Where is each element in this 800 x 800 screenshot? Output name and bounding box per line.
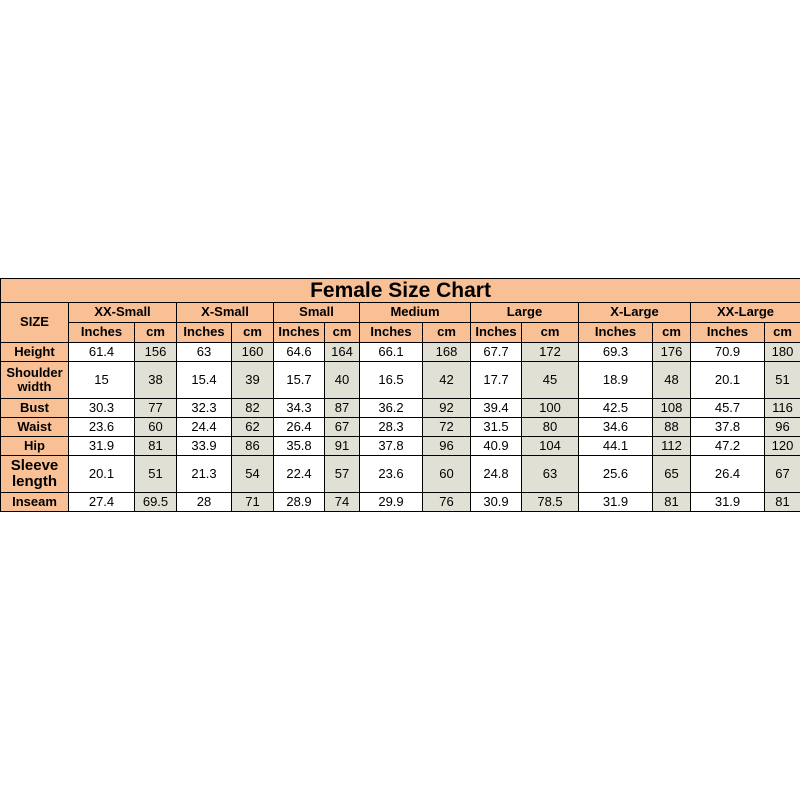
unit-inches-header: Inches	[177, 323, 232, 343]
inches-value-cell: 63	[177, 343, 232, 362]
size-column-header: XX-Small	[69, 303, 177, 323]
table-row	[1, 493, 800, 512]
cm-value-cell: 116	[765, 399, 800, 418]
inches-value-cell: 34.6	[579, 418, 653, 437]
cm-value-cell: 81	[765, 493, 800, 512]
inches-value-cell: 16.5	[360, 362, 423, 399]
inches-value-cell: 39.4	[471, 399, 522, 418]
cm-value-cell: 72	[423, 418, 471, 437]
inches-value-cell: 29.9	[360, 493, 423, 512]
cm-value-cell: 45	[522, 362, 579, 399]
cm-value-cell: 80	[522, 418, 579, 437]
cm-value-cell: 60	[423, 456, 471, 493]
inches-value-cell: 25.6	[579, 456, 653, 493]
cm-value-cell: 54	[232, 456, 274, 493]
inches-value-cell: 20.1	[69, 456, 135, 493]
unit-cm-header: cm	[522, 323, 579, 343]
cm-value-cell: 156	[135, 343, 177, 362]
inches-value-cell: 26.4	[691, 456, 765, 493]
table-row	[1, 343, 800, 362]
cm-value-cell: 39	[232, 362, 274, 399]
inches-value-cell: 31.9	[69, 437, 135, 456]
size-header: SIZE	[1, 303, 69, 343]
inches-value-cell: 34.3	[274, 399, 325, 418]
inches-value-cell: 37.8	[360, 437, 423, 456]
cm-value-cell: 81	[653, 493, 691, 512]
row-label: Waist	[1, 418, 69, 437]
inches-value-cell: 21.3	[177, 456, 232, 493]
cm-value-cell: 87	[325, 399, 360, 418]
cm-value-cell: 120	[765, 437, 800, 456]
inches-value-cell: 24.8	[471, 456, 522, 493]
inches-value-cell: 18.9	[579, 362, 653, 399]
inches-value-cell: 20.1	[691, 362, 765, 399]
cm-value-cell: 88	[653, 418, 691, 437]
cm-value-cell: 48	[653, 362, 691, 399]
cm-value-cell: 67	[765, 456, 800, 493]
cm-value-cell: 104	[522, 437, 579, 456]
cm-value-cell: 100	[522, 399, 579, 418]
cm-value-cell: 160	[232, 343, 274, 362]
cm-value-cell: 63	[522, 456, 579, 493]
cm-value-cell: 92	[423, 399, 471, 418]
row-label: Hip	[1, 437, 69, 456]
inches-value-cell: 66.1	[360, 343, 423, 362]
cm-value-cell: 91	[325, 437, 360, 456]
inches-value-cell: 33.9	[177, 437, 232, 456]
unit-cm-header: cm	[653, 323, 691, 343]
unit-inches-header: Inches	[579, 323, 653, 343]
inches-value-cell: 30.9	[471, 493, 522, 512]
cm-value-cell: 76	[423, 493, 471, 512]
size-column-header: X-Large	[579, 303, 691, 323]
inches-value-cell: 28.3	[360, 418, 423, 437]
cm-value-cell: 69.5	[135, 493, 177, 512]
cm-value-cell: 180	[765, 343, 800, 362]
inches-value-cell: 27.4	[69, 493, 135, 512]
cm-value-cell: 71	[232, 493, 274, 512]
table-row	[1, 399, 800, 418]
cm-value-cell: 112	[653, 437, 691, 456]
size-chart-table	[0, 278, 800, 512]
inches-value-cell: 22.4	[274, 456, 325, 493]
inches-value-cell: 70.9	[691, 343, 765, 362]
cm-value-cell: 81	[135, 437, 177, 456]
inches-value-cell: 45.7	[691, 399, 765, 418]
row-label: Sleeve length	[1, 456, 69, 493]
size-column-header: X-Small	[177, 303, 274, 323]
cm-value-cell: 86	[232, 437, 274, 456]
cm-value-cell: 51	[135, 456, 177, 493]
cm-value-cell: 108	[653, 399, 691, 418]
inches-value-cell: 28.9	[274, 493, 325, 512]
inches-value-cell: 15.4	[177, 362, 232, 399]
row-label: Height	[1, 343, 69, 362]
cm-value-cell: 96	[765, 418, 800, 437]
inches-value-cell: 15	[69, 362, 135, 399]
cm-value-cell: 82	[232, 399, 274, 418]
inches-value-cell: 42.5	[579, 399, 653, 418]
row-label: Shoulder width	[1, 362, 69, 399]
unit-inches-header: Inches	[69, 323, 135, 343]
inches-value-cell: 30.3	[69, 399, 135, 418]
inches-value-cell: 23.6	[360, 456, 423, 493]
size-column-header: Large	[471, 303, 579, 323]
cm-value-cell: 42	[423, 362, 471, 399]
size-column-header: Small	[274, 303, 360, 323]
inches-value-cell: 40.9	[471, 437, 522, 456]
cm-value-cell: 38	[135, 362, 177, 399]
cm-value-cell: 96	[423, 437, 471, 456]
inches-value-cell: 24.4	[177, 418, 232, 437]
inches-value-cell: 31.5	[471, 418, 522, 437]
table-row	[1, 437, 800, 456]
chart-title: Female Size Chart	[1, 279, 800, 303]
inches-value-cell: 32.3	[177, 399, 232, 418]
cm-value-cell: 60	[135, 418, 177, 437]
inches-value-cell: 69.3	[579, 343, 653, 362]
unit-cm-header: cm	[423, 323, 471, 343]
cm-value-cell: 164	[325, 343, 360, 362]
cm-value-cell: 176	[653, 343, 691, 362]
row-label: Bust	[1, 399, 69, 418]
cm-value-cell: 168	[423, 343, 471, 362]
unit-inches-header: Inches	[274, 323, 325, 343]
inches-value-cell: 47.2	[691, 437, 765, 456]
inches-value-cell: 64.6	[274, 343, 325, 362]
table-row	[1, 418, 800, 437]
inches-value-cell: 35.8	[274, 437, 325, 456]
cm-value-cell: 67	[325, 418, 360, 437]
cm-value-cell: 51	[765, 362, 800, 399]
cm-value-cell: 172	[522, 343, 579, 362]
unit-cm-header: cm	[325, 323, 360, 343]
inches-value-cell: 31.9	[691, 493, 765, 512]
cm-value-cell: 57	[325, 456, 360, 493]
unit-cm-header: cm	[135, 323, 177, 343]
inches-value-cell: 17.7	[471, 362, 522, 399]
inches-value-cell: 28	[177, 493, 232, 512]
inches-value-cell: 36.2	[360, 399, 423, 418]
inches-value-cell: 61.4	[69, 343, 135, 362]
unit-cm-header: cm	[232, 323, 274, 343]
cm-value-cell: 74	[325, 493, 360, 512]
cm-value-cell: 62	[232, 418, 274, 437]
cm-value-cell: 65	[653, 456, 691, 493]
inches-value-cell: 37.8	[691, 418, 765, 437]
unit-cm-header: cm	[765, 323, 800, 343]
row-label: Inseam	[1, 493, 69, 512]
inches-value-cell: 44.1	[579, 437, 653, 456]
inches-value-cell: 15.7	[274, 362, 325, 399]
table-row	[1, 362, 800, 399]
unit-inches-header: Inches	[360, 323, 423, 343]
inches-value-cell: 26.4	[274, 418, 325, 437]
cm-value-cell: 78.5	[522, 493, 579, 512]
unit-inches-header: Inches	[691, 323, 765, 343]
inches-value-cell: 67.7	[471, 343, 522, 362]
table-row	[1, 456, 800, 493]
cm-value-cell: 40	[325, 362, 360, 399]
cm-value-cell: 77	[135, 399, 177, 418]
inches-value-cell: 23.6	[69, 418, 135, 437]
inches-value-cell: 31.9	[579, 493, 653, 512]
unit-inches-header: Inches	[471, 323, 522, 343]
size-column-header: Medium	[360, 303, 471, 323]
size-column-header: XX-Large	[691, 303, 800, 323]
